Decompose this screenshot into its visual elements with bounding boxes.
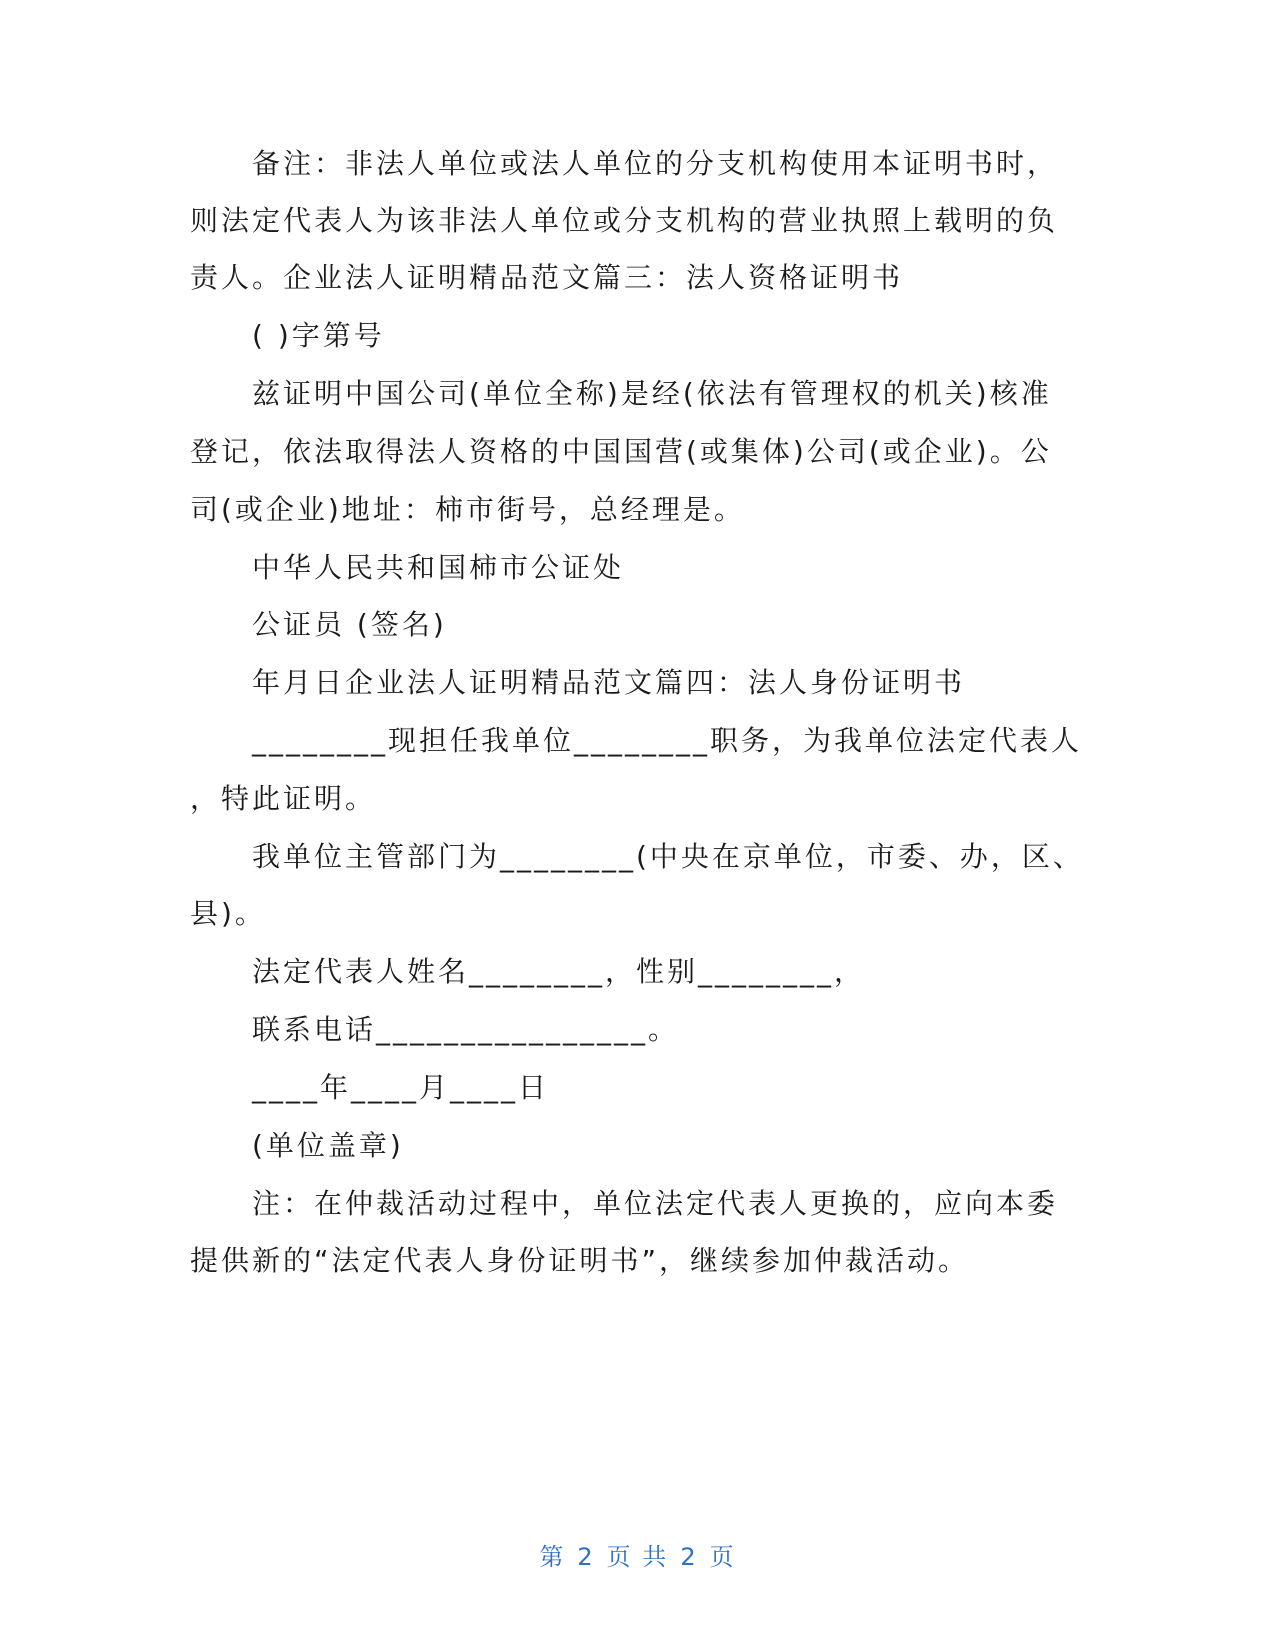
paragraph-line: 注：在仲裁活动过程中，单位法定代表人更换的，应向本委: [252, 1187, 1059, 1220]
paragraph-line: 我单位主管部门为________(中央在京单位，市委、办，区、: [252, 840, 1084, 873]
paragraph-line: ( )字第号: [252, 319, 385, 352]
paragraph-line: 中华人民共和国柿市公证处: [252, 551, 625, 584]
footer-prefix: 第: [539, 1543, 566, 1571]
paragraph-line: 备注：非法人单位或法人单位的分支机构使用本证明书时，: [252, 147, 1059, 180]
paragraph-line: 责人。企业法人证明精品范文篇三：法人资格证明书: [190, 261, 904, 294]
paragraph-line: (单位盖章): [252, 1129, 404, 1162]
paragraph-line: 登记，依法取得法人资格的中国国营(或集体)公司(或企业)。公: [190, 435, 1052, 468]
footer-middle: 页 共: [606, 1543, 669, 1571]
paragraph-line: ________现担任我单位________职务，为我单位法定代表人: [252, 724, 1083, 757]
paragraph-line: 法定代表人姓名________，性别________，: [252, 955, 866, 988]
footer-total-pages: 2: [680, 1543, 698, 1571]
paragraph-line: 联系电话________________。: [252, 1013, 680, 1046]
paragraph-line: 则法定代表人为该非法人单位或分支机构的营业执照上载明的负: [190, 204, 1059, 237]
paragraph-line: 兹证明中国公司(单位全称)是经(依法有管理权的机关)核准: [252, 377, 1052, 410]
paragraph-line: 县)。: [190, 897, 266, 930]
paragraph-line: 年月日企业法人证明精品范文篇四：法人身份证明书: [252, 666, 966, 699]
paragraph-line: ，特此证明。: [190, 782, 377, 815]
paragraph-line: 提供新的“法定代表人身份证明书”，继续参加仲裁活动。: [190, 1244, 970, 1277]
footer-current-page: 2: [577, 1543, 595, 1571]
paragraph-line: ____年____月____日: [252, 1071, 550, 1104]
paragraph-line: 司(或企业)地址：柿市街号，总经理是。: [190, 493, 745, 526]
footer-suffix: 页: [709, 1543, 736, 1571]
paragraph-line: 公证员 (签名): [252, 608, 447, 641]
page-footer: [0, 1545, 1275, 1569]
